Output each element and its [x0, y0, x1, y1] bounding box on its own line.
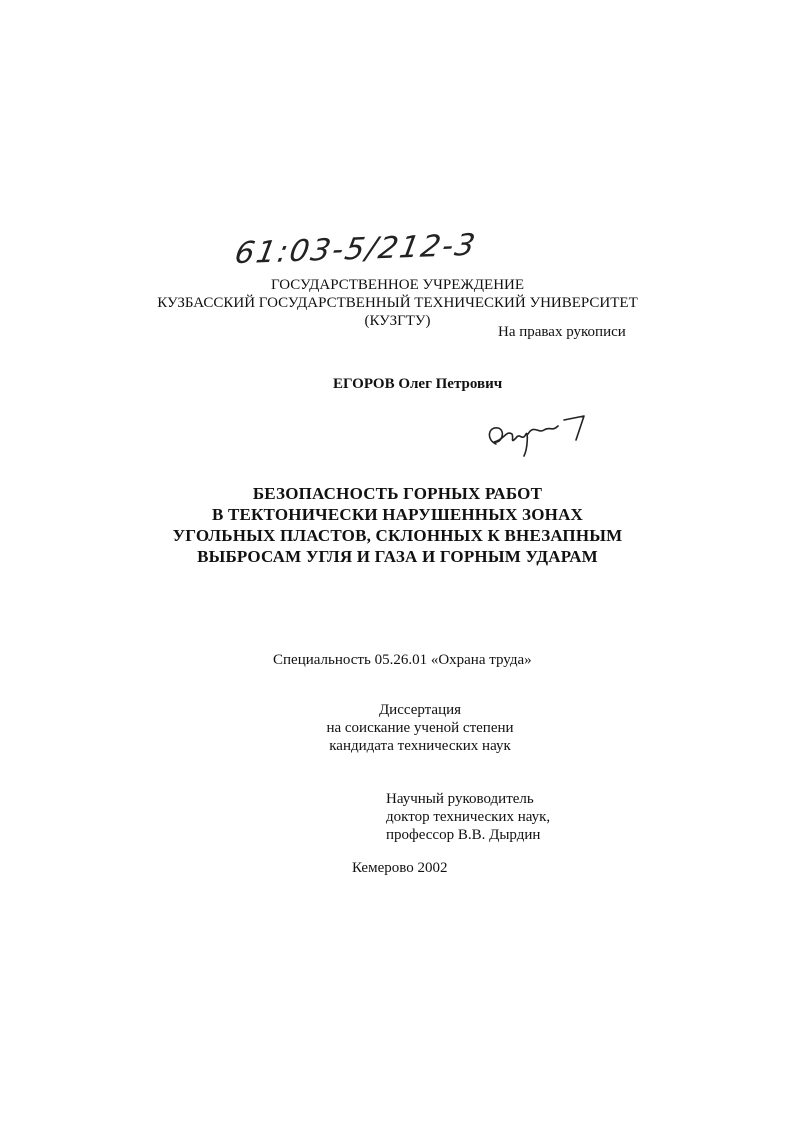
dissertation-degree-block: [310, 701, 530, 755]
institution-line-1: ГОСУДАРСТВЕННОЕ УЧРЕЖДЕНИЕ: [270, 277, 525, 293]
title-line-2: В ТЕКТОНИЧЕСКИ НАРУШЕННЫХ ЗОНАХ: [211, 505, 584, 524]
author-name: ЕГОРОВ Олег Петрович: [333, 376, 503, 392]
institution-line-2: КУЗБАССКИЙ ГОСУДАРСТВЕННЫЙ ТЕХНИЧЕСКИЙ УНИВЕРСИТЕТ: [157, 295, 638, 311]
title-line-1: БЕЗОПАСНОСТЬ ГОРНЫХ РАБОТ: [252, 484, 543, 503]
title-line-3: УГОЛЬНЫХ ПЛАСТОВ, СКЛОННЫХ К ВНЕЗАПНЫМ: [172, 526, 623, 545]
city-year: Кемерово 2002: [352, 860, 448, 876]
dissertation-line-1: Диссертация: [378, 702, 462, 718]
manuscript-rights-note: На правах рукописи: [498, 324, 626, 340]
supervisor-line-3: профессор В.В. Дырдин: [386, 827, 541, 843]
author-signature: [484, 404, 594, 460]
dissertation-title: [0, 483, 795, 567]
title-line-4: ВЫБРОСАМ УГЛЯ И ГАЗА И ГОРНЫМ УДАРАМ: [197, 547, 598, 566]
dissertation-line-2: на соискание ученой степени: [326, 720, 514, 736]
dissertation-line-3: кандидата технических наук: [329, 738, 511, 754]
institution-block: [0, 276, 795, 330]
supervisor-line-2: доктор технических наук,: [386, 809, 551, 825]
handwritten-catalog-number: 61:03-5/212-3: [232, 227, 480, 272]
supervisor-block: [386, 790, 550, 844]
institution-line-3: (КУЗГТУ): [364, 313, 431, 329]
supervisor-line-1: Научный руководитель: [386, 791, 534, 807]
specialty-line: Специальность 05.26.01 «Охрана труда»: [273, 652, 532, 668]
